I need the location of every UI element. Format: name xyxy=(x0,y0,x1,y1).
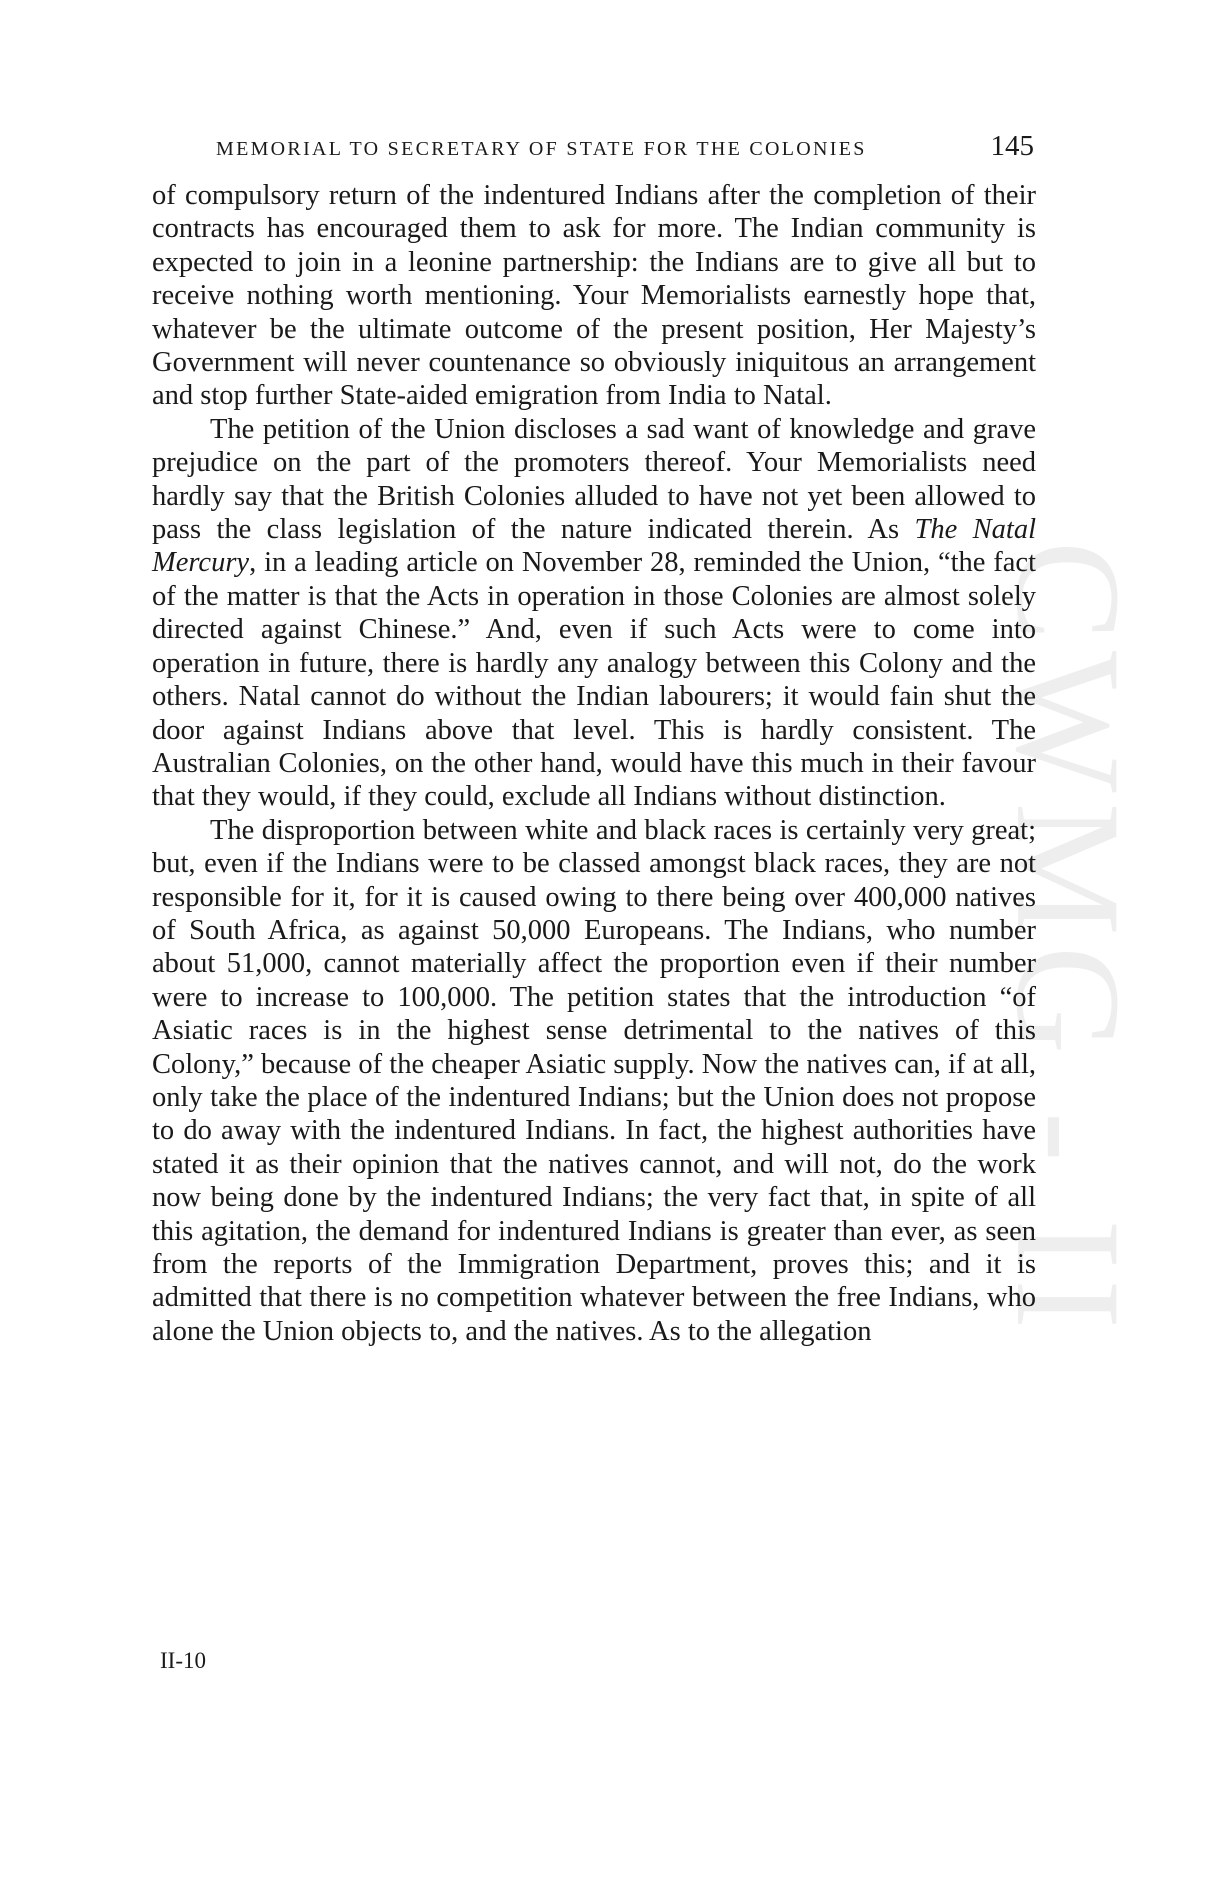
body-text xyxy=(152,179,1036,1348)
folio-mark: II-10 xyxy=(160,1648,206,1673)
paragraph-3: The disproportion between white and black races is certainly very great; but, even if the Indians were to be classed amongst black races, they are not responsible for it, for it is caused owing to there being over 400,000 natives of South Africa, as against 50,000 Europeans. The Indians, who number about 51,000, cannot materially affect the proportion even if their number were to increase to 100,000. The petition states that the introduction “of Asiatic races is in the highest sense detrimental to the natives of this Colony,” because of the cheaper Asiatic supply. Now the natives can, if at all, only take the place of the indentured Indians; but the Union does not propose to do away with the indentured Indians. In fact, the highest authorities have stated it as their opinion that the natives cannot, and will not, do the work now being done by the indentured Indians; the very fact that, in spite of all this agitation, the demand for indentured Indians is greater than ever, as seen from the reports of the Immigration Department, proves this; and it is admitted that there is no competition whatever between the free Indians, who alone the Union objects to, and the natives. As to the allegation xyxy=(152,814,1036,1347)
page-number: 145 xyxy=(990,130,1034,162)
paragraph-1: of compulsory return of the indentured Indians after the completion of their contracts has encouraged them to ask for more. The Indian community is expected to join in a leonine partnership: the Indians are to give all but to receive nothing worth mentioning. Your Memorialists earnestly hope that, whatever be the ultimate outcome of the present position, Her Majesty’s Government will never countenance so obviously iniquitous an arrangement and stop further State-aided emigration from India to Natal. xyxy=(152,180,1036,412)
paragraph-2 xyxy=(152,413,1036,814)
paragraph-2-text-b: , in a leading article on November 28, reminded the Union, “the fact of the matter is that the Acts in operation in those Colonies are almost solely directed against Chinese.” And, even if such Acts were to come into operation in future, there is hardly any analogy between this Colony and the others. Natal cannot do without the Indian labourers; it would fain shut the door against Indians above that level. This is hardly consistent. The Australian Colonies, on the other hand, would have this much in their favour that they would, if they could, exclude all Indians without distinction. xyxy=(152,547,1036,813)
running-title: MEMORIAL TO SECRETARY OF STATE FOR THE COLONIES xyxy=(216,138,867,160)
paragraph-2-text-a: The petition of the Union discloses a sad want of knowledge and grave prejudice on the part of the promoters thereof. Your Memorialists need hardly say that the British Colonies alluded to have not yet been allowed to pass the class legislation of the nature indicated therein. As xyxy=(152,413,1036,546)
newspaper-title: The Natal Mercury xyxy=(152,514,1036,579)
running-head xyxy=(154,126,1034,166)
watermark-text: CWMG - II xyxy=(985,540,1151,1340)
